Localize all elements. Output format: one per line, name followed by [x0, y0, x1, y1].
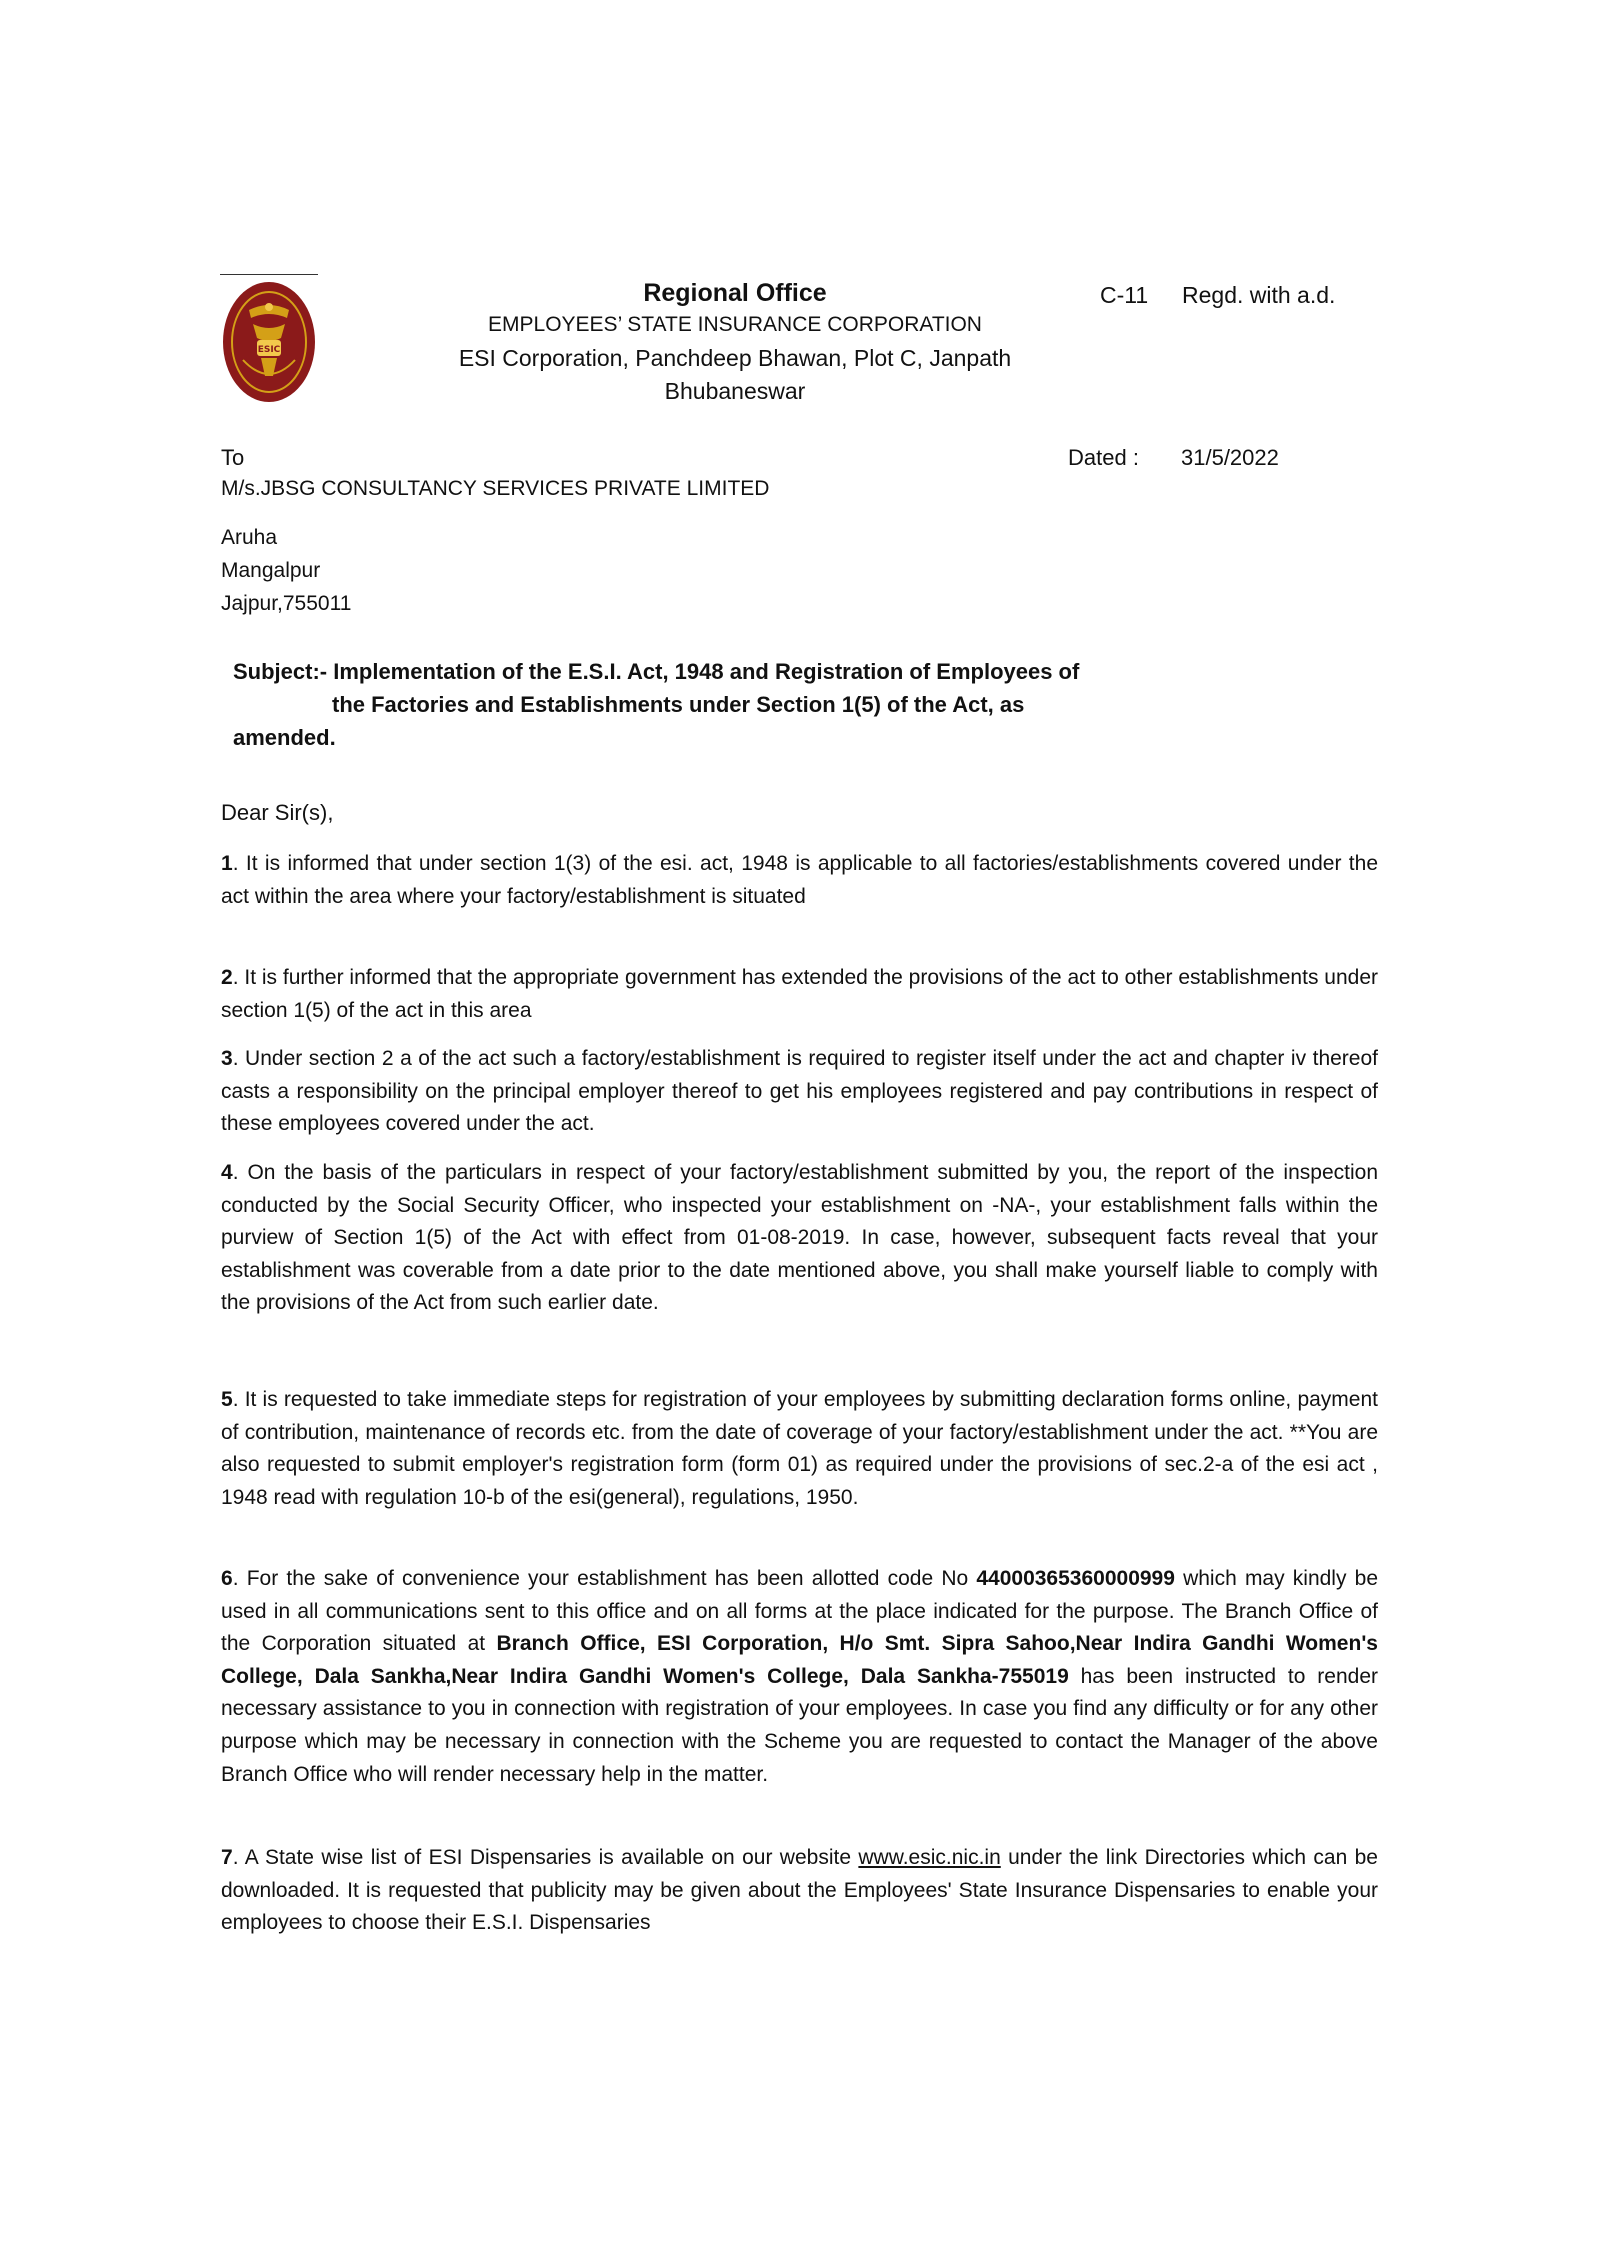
paragraph-5 — [221, 1384, 1378, 1514]
paragraph-number: 1 — [221, 852, 233, 875]
establishment-code: 44000365360000999 — [976, 1567, 1175, 1590]
paragraph-text: which may kindly be used in all communications sent to this office and on all forms at the place indicated for the purpose. The Branch Office of the Corporation situated at — [221, 1567, 1379, 1656]
header-rule — [220, 274, 318, 275]
subject — [233, 655, 1193, 754]
dated-value: 31/5/2022 — [1181, 445, 1279, 470]
to-label: To — [221, 445, 245, 470]
website-link[interactable]: www.esic.nic.in — [858, 1846, 1001, 1869]
paragraph-number: 3 — [221, 1047, 233, 1070]
recipient-address-line: Mangalpur — [221, 559, 321, 582]
organization-name: EMPLOYEES’ STATE INSURANCE CORPORATION — [488, 313, 982, 336]
paragraph-number: 7 — [221, 1846, 233, 1869]
paragraph-text: . A State wise list of ESI Dispensaries is available on our website — [232, 1846, 859, 1869]
paragraph-text: . It is requested to take immediate steps for registration of your employees by submitting declaration forms online, payment of contribution, maintenance of records etc. from the date of coverage of your factory/establishment under the act. **You are also requested to submit employer's registration form (form 01) as required under the provisions of sec.2-a of the esi act , 1948 read with regulation 10-b of the esi(general), regulations, 1950. — [221, 1388, 1378, 1509]
office-address: ESI Corporation, Panchdeep Bhawan, Plot C, Janpath — [458, 345, 1012, 371]
paragraph-4 — [221, 1157, 1378, 1320]
paragraph-6 — [221, 1563, 1378, 1791]
paragraph-number: 6 — [221, 1567, 233, 1590]
recipient-address-line: Aruha — [221, 526, 278, 549]
paragraph-2 — [221, 962, 1378, 1027]
paragraph-3 — [221, 1043, 1378, 1141]
recipient-name: M/s.JBSG CONSULTANCY SERVICES PRIVATE LIMITED — [221, 477, 770, 500]
subject-line: the Factories and Establishments under Section 1(5) of the Act, as — [332, 692, 1025, 717]
subject-line: Subject:- Implementation of the E.S.I. Act, 1948 and Registration of Employees of — [233, 659, 1080, 684]
recipient-address-line: Jajpur,755011 — [221, 592, 352, 615]
paragraph-number: 5 — [221, 1388, 233, 1411]
paragraph-1 — [221, 848, 1378, 913]
paragraph-text: . On the basis of the particulars in respect of your factory/establishment submitted by you, the report of the inspection conducted by the Social Security Officer, who inspected your establishment on -NA-, your establishment falls within the purview of Section 1(5) of the Act with effect from 01-08-2019. In case, however, subsequent facts reveal that your establishment was coverable from a date prior to the date mentioned above, you shall make yourself liable to comply with the provisions of the Act from such earlier date. — [221, 1161, 1378, 1315]
registered-note: Regd. with a.d. — [1182, 282, 1336, 308]
branch-office-address: Branch Office, ESI Corporation, H/o Smt. Sipra Sahoo,Near Indira Gandhi Women's College, Dala Sankha,Near Indira Gandhi Women's College, Dala Sankha-755019 — [221, 1632, 1378, 1688]
form-code: C-11 — [1100, 282, 1149, 308]
dated-label: Dated : — [1068, 445, 1139, 470]
paragraph-text: under the link Directories which can be downloaded. It is requested that publicity may be given about the Employees' State Insurance Dispensaries to enable your employees to choose their E.S.I. Dispensaries — [221, 1846, 1378, 1935]
paragraph-number: 2 — [221, 966, 233, 989]
esic-emblem-icon — [221, 280, 317, 404]
paragraph-text: . Under section 2 a of the act such a factory/establishment is required to register itself under the act and chapter iv thereof casts a responsibility on the principal employer thereof to get his employees registered and pay contributions in respect of these employees covered under the act. — [221, 1047, 1378, 1136]
paragraph-text: has been instructed to render necessary assistance to you in connection with registration of your employees. In case you find any difficulty or for any other purpose which may be necessary in connection with the Scheme you are requested to contact the Manager of the above Branch Office who will render necessary help in the matter. — [221, 1664, 1378, 1786]
office-city: Bhubaneswar — [664, 378, 806, 404]
office-title: Regional Office — [643, 279, 827, 307]
paragraph-text: . It is further informed that the appropriate government has extended the provisions of the act to other establishments under section 1(5) of the act in this area — [221, 966, 1378, 1022]
paragraph-text: . For the sake of convenience your establishment has been allotted code No — [232, 1567, 977, 1590]
paragraph-number: 4 — [221, 1161, 233, 1184]
paragraph-text: . It is informed that under section 1(3) of the esi. act, 1948 is applicable to all factories/establishments covered under the act within the area where your factory/establishment is situated — [221, 852, 1378, 908]
subject-line: amended. — [233, 725, 336, 750]
svg-text:ESIC: ESIC — [257, 345, 281, 355]
paragraph-7 — [221, 1842, 1378, 1940]
salutation: Dear Sir(s), — [221, 800, 334, 825]
